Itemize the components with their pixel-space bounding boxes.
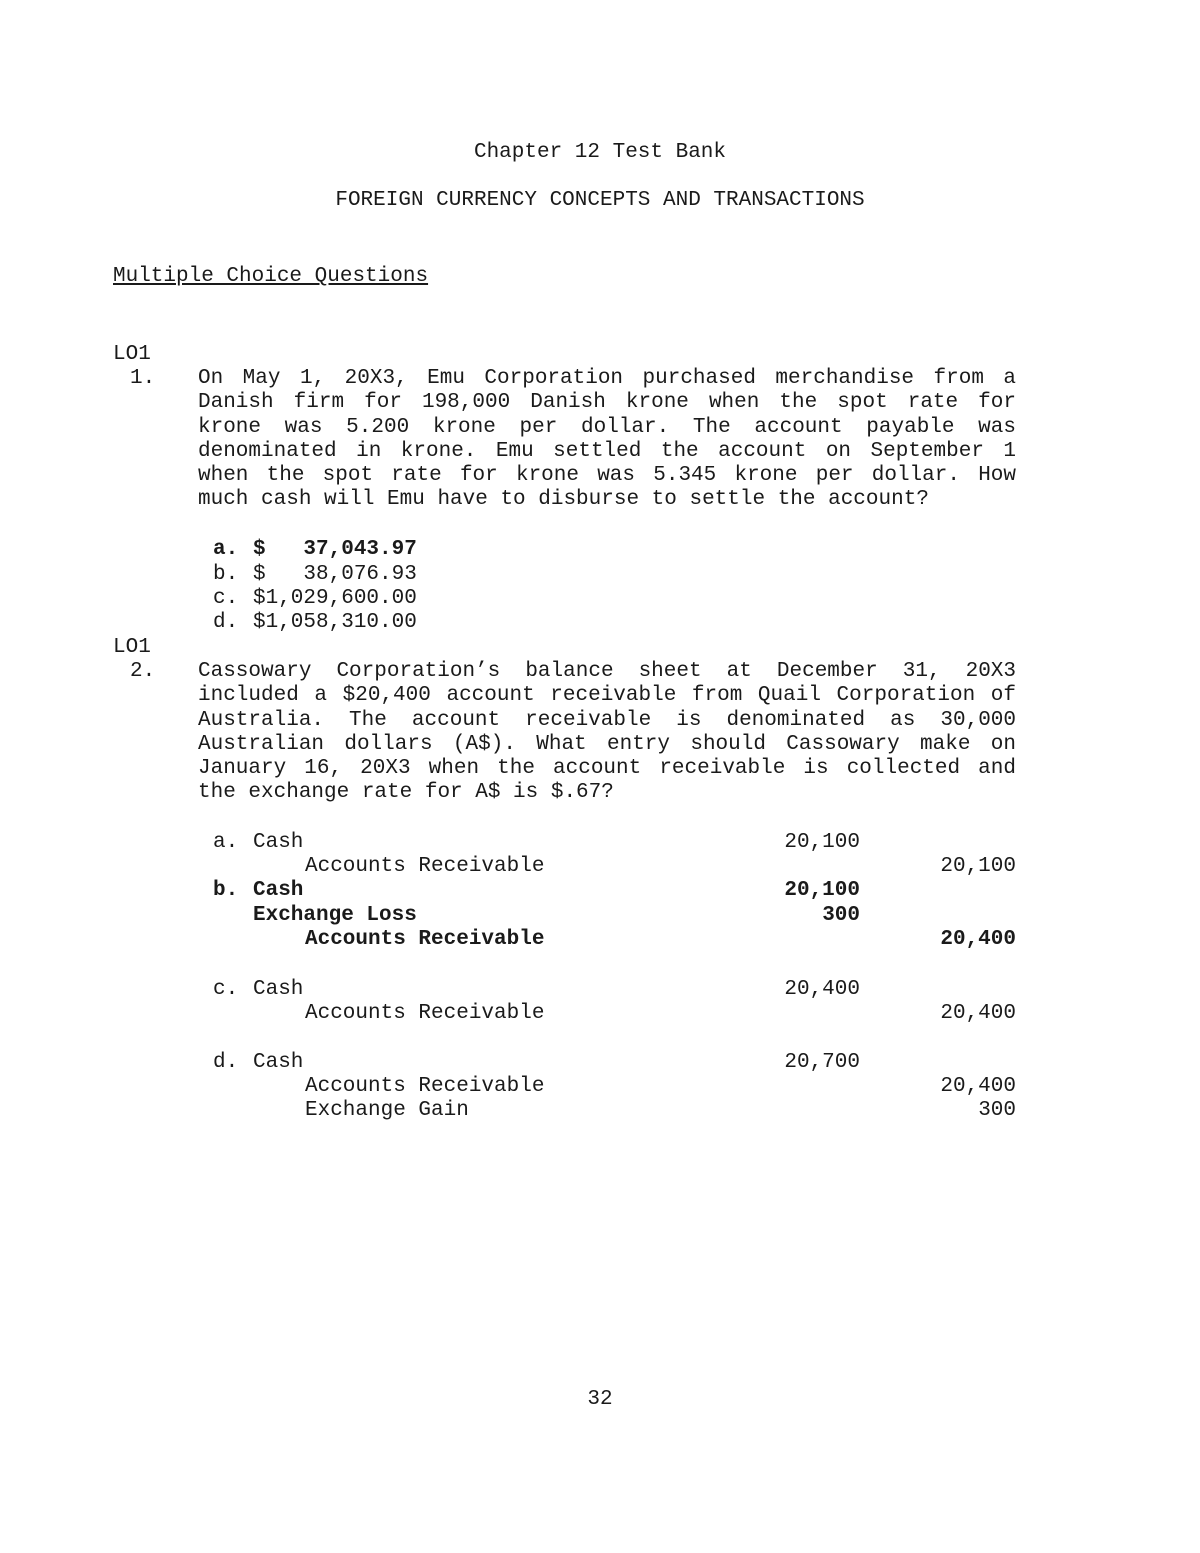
option-letter: b. xyxy=(213,879,239,902)
option-letter: a. xyxy=(213,538,239,561)
option-letter: d. xyxy=(213,1051,239,1074)
option-letter: d. xyxy=(213,611,239,634)
option-letter: b. xyxy=(213,563,239,586)
journal-credit: 20,400 xyxy=(940,1002,1016,1025)
journal-account: Cash xyxy=(253,1051,304,1074)
option-letter: a. xyxy=(213,831,239,854)
section-heading: Multiple Choice Questions xyxy=(113,265,429,288)
journal-credit: 20,400 xyxy=(940,928,1016,951)
journal-account: Cash xyxy=(253,831,304,854)
question-text: Cassowary Corporation’s balance sheet at December 31, 20X3 included a $20,400 account receivable from Quail Corporation of Australia. The account receivable is denominated as 30,000 Australian dollars (A$). What entry should Cassowary make on January 16, 20X3 when the account receivable is collected and the exchange rate for A$ is $.67? xyxy=(198,660,1016,805)
learning-objective: LO1 xyxy=(113,636,151,659)
page-subject: FOREIGN CURRENCY CONCEPTS AND TRANSACTIONS xyxy=(335,189,865,212)
chapter-title: Chapter 12 Test Bank xyxy=(473,141,727,164)
option-answer: $ 38,076.93 xyxy=(253,563,417,586)
journal-debit: 300 xyxy=(822,904,860,927)
page-number: 32 xyxy=(587,1388,613,1411)
journal-credit: 20,100 xyxy=(940,855,1016,878)
option-answer: $ 37,043.97 xyxy=(253,538,417,561)
question-text: On May 1, 20X3, Emu Corporation purchased merchandise from a Danish firm for 198,000 Danish krone when the spot rate for krone was 5.200 krone per dollar. The account payable was denominated in krone. Emu settled the account on September 1 when the spot rate for krone was 5.345 krone per dollar. How much cash will Emu have to disburse to settle the account? xyxy=(198,367,1016,512)
question-number: 1. xyxy=(130,367,156,390)
journal-account: Accounts Receivable xyxy=(305,1002,545,1025)
journal-account: Exchange Gain xyxy=(305,1099,469,1122)
journal-account: Cash xyxy=(253,879,304,902)
option-letter: c. xyxy=(213,587,239,610)
option-letter: c. xyxy=(213,978,239,1001)
journal-account: Exchange Loss xyxy=(253,904,417,927)
journal-debit: 20,100 xyxy=(784,831,860,854)
question-number: 2. xyxy=(130,660,156,683)
journal-account: Accounts Receivable xyxy=(305,855,545,878)
journal-account: Accounts Receivable xyxy=(305,928,545,951)
learning-objective: LO1 xyxy=(113,343,151,366)
journal-debit: 20,400 xyxy=(784,978,860,1001)
journal-account: Cash xyxy=(253,978,304,1001)
option-answer: $1,058,310.00 xyxy=(253,611,417,634)
journal-account: Accounts Receivable xyxy=(305,1075,545,1098)
journal-credit: 20,400 xyxy=(940,1075,1016,1098)
journal-debit: 20,100 xyxy=(784,879,860,902)
option-answer: $1,029,600.00 xyxy=(253,587,417,610)
journal-debit: 20,700 xyxy=(784,1051,860,1074)
journal-credit: 300 xyxy=(978,1099,1016,1122)
